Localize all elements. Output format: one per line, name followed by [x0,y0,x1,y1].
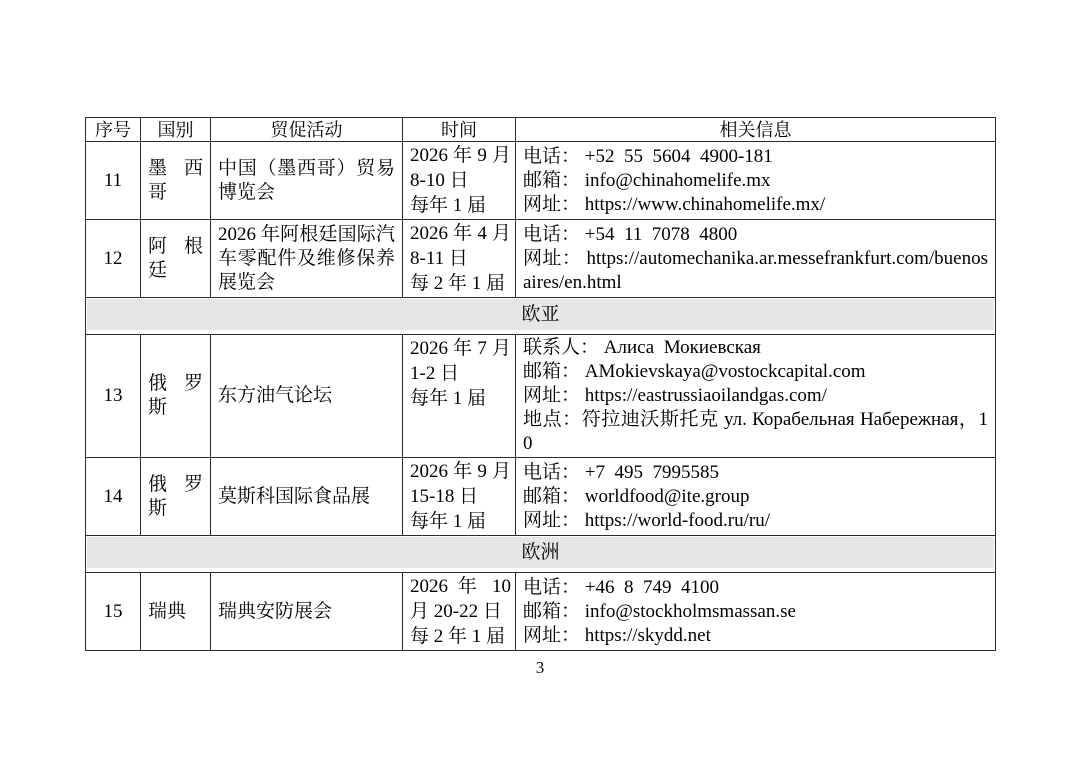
info-line: 地点：符拉迪沃斯托克 ул. Корабельная Набережная，10 [523,409,988,454]
section-label: 欧洲 [87,537,994,568]
section-row [86,536,996,573]
info-line: 邮箱： info@stockholmsmassan.se [523,600,796,622]
cell-activity: 瑞典安防展会 [211,573,403,651]
header-cell-no: 序号 [86,118,141,142]
cell-time [403,573,516,651]
time-line: 每年 1 届 [410,195,487,216]
header-cell-time: 时间 [403,118,516,142]
section-row [86,298,996,335]
cell-activity: 2026 年阿根廷国际汽车零配件及维修保养展览会 [211,220,403,298]
cell-related-info [516,573,996,651]
time-line: 每 2 年 1 届 [410,626,506,647]
page-number: 3 [535,658,545,677]
header-cell-country: 国别 [141,118,211,142]
cell-country: 俄罗斯 [141,335,211,458]
table-row [86,142,996,220]
info-line: 网址： https://skydd.net [523,624,711,646]
time-line: 2026 年 10 月 20-22 日 [410,576,511,622]
info-line: 网址： https://www.chinahomelife.mx/ [523,193,826,215]
cell-related-info [516,458,996,536]
cell-time [403,220,516,298]
time-line: 每年 1 届 [410,511,487,532]
time-line: 每 2 年 1 届 [410,273,506,294]
cell-time [403,335,516,458]
trade-promotion-table [85,117,996,651]
cell-activity: 中国（墨西哥）贸易博览会 [211,142,403,220]
info-line: 邮箱： info@chinahomelife.mx [523,169,771,191]
header-cell-activity: 贸促活动 [211,118,403,142]
cell-country: 阿根廷 [141,220,211,298]
info-line: 电话： +7 495 7995585 [523,461,719,483]
info-line: 电话： +54 11 7078 4800 [523,223,738,245]
section-label: 欧亚 [87,299,994,330]
cell-related-info [516,220,996,298]
time-line: 2026 年 4 月 8-11 日 [410,223,511,269]
time-line: 2026 年 7 月 1-2 日 [410,338,511,384]
info-line: 网址： https://eastrussiaoilandgas.com/ [523,385,827,406]
table-row [86,220,996,298]
cell-serial-number: 13 [86,335,141,458]
cell-country: 墨西哥 [141,142,211,220]
section-cell [86,298,996,335]
info-line: 电话： +52 55 5604 4900-181 [523,145,773,167]
cell-related-info [516,335,996,458]
cell-activity: 东方油气论坛 [211,335,403,458]
time-line: 2026 年 9 月 15-18 日 [410,461,511,507]
info-line: 邮箱： worldfood@ite.group [523,485,750,507]
info-line: 网址： https://world-food.ru/ru/ [523,509,770,531]
cell-related-info [516,142,996,220]
table-row [86,335,996,458]
cell-serial-number: 12 [86,220,141,298]
time-line: 2026 年 9 月 8-10 日 [410,145,511,191]
info-line: 联系人： Алиса Мокиевская [523,337,761,358]
table-header-row [86,118,996,142]
header-cell-info: 相关信息 [516,118,996,142]
cell-serial-number: 11 [86,142,141,220]
table-row [86,573,996,651]
cell-country: 瑞典 [141,573,211,651]
cell-time [403,458,516,536]
info-line: 邮箱： AMokievskaya@vostockcapital.com [523,361,866,382]
cell-activity: 莫斯科国际食品展 [211,458,403,536]
cell-serial-number: 15 [86,573,141,651]
info-line: 网址： https://automechanika.ar.messefrankfurt.com/buenosaires/en.html [523,247,988,293]
info-line: 电话： +46 8 749 4100 [523,576,719,598]
cell-serial-number: 14 [86,458,141,536]
section-cell [86,536,996,573]
cell-time [403,142,516,220]
cell-country: 俄罗斯 [141,458,211,536]
table-row [86,458,996,536]
time-line: 每年 1 届 [410,388,487,409]
